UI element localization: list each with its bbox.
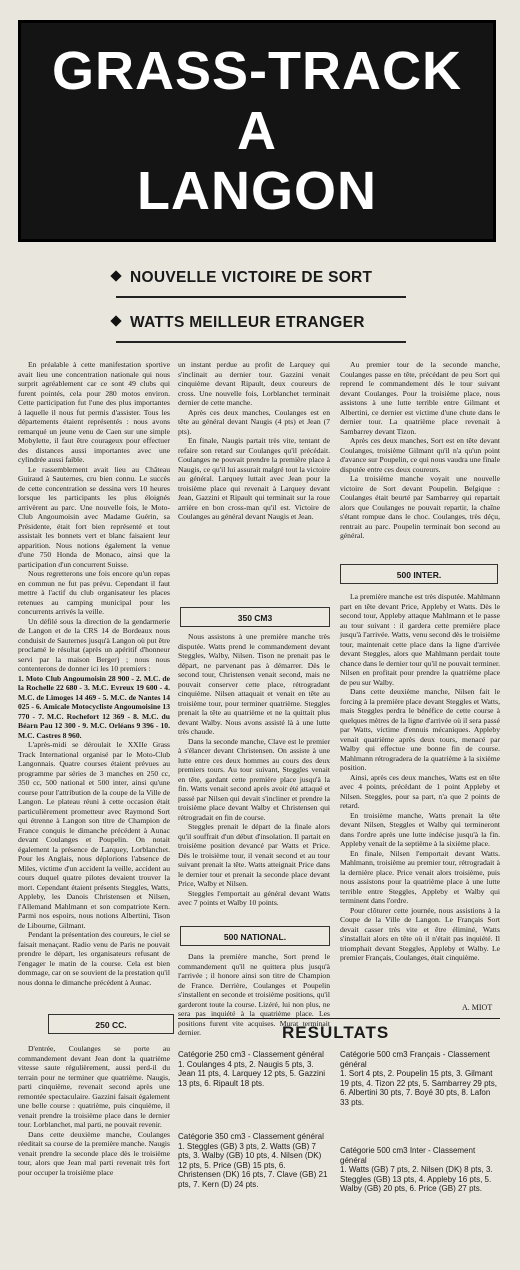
results-list: 1. Steggles (GB) 3 pts, 2. Watts (GB) 7 pts, 3. Walby (GB) 10 pts, 4. Nilsen (DK) 12 pts, 5. Price (GB) 15 pts, 6. Christensen (DK) 16 pts, 7. Clave (GB) 21 pts, 7. Kern (D) 24 pts. bbox=[178, 1141, 328, 1189]
paragraph: Nous regretterons une fois encore qu'un repas en commun ne fut pas prévu. Cependant il faut mettre à l'actif du club organisateur les places retenues au camping municipal pour les concurrents arrivés la veille. bbox=[18, 569, 170, 616]
paragraph: Pour clôturer cette journée, nous assistions à la Coupe de la Ville de Langon. Le Français Sort devait casser très vite et être éliminé, Watts s'installait alors en tête où il n'était pas inquiété. Il triomphait devant Steggles, Appleby et Walby. Le premier Français, Coulanges, était cinquième. bbox=[340, 905, 500, 962]
title-line-1: GRASS-TRACK bbox=[52, 41, 462, 101]
paragraph: L'après-midi se déroulait le XXIIe Grass Track International organisé par le Moto-Club Langonnais. Quatre courses étaient prévues au programme par séries de 3 manches en 250 cc, 350 cc, 500 national et 500 inter, ainsi qu'une course pour l'attribution de la coupe de la Ville de Langon. Le plateau réuni à cette occasion était particulièrement prometteur avec Raymond Sort qui étrenne à Langon son titre de Champion de France conquis le dimanche précédent à Aunac devant Coulanges et Poupelin. On notait également la présence de Larquey, Lorblanchet. Pour les Anglais, nous déplorions l'absence de Miles, victime d'un accident la veille, accident au cours duquel quatre pilotes devaient trouver la mort. Cependant étaient présents Steggles, Watts, Appleby, les Danois Christensen et Nilsen, l'Allemand Mahlmann et son compatriote Kern. Parmi nos espoirs, nous notions Albertini, Tison de Libourne, Gilmant. bbox=[18, 740, 170, 930]
paragraph: Un défilé sous la direction de la gendarmerie de Langon et de la CRS 14 de Bordeaux nous conduisit de Sauternes jusqu'à Langon où put être proclamé le résultat (après un apéritif d'honneur servi par la maison Berger) ; nous nous contenterons de donner ici les 10 premiers : bbox=[18, 616, 170, 673]
paragraph: Dans la première manche, Sort prend le commandement qu'il ne quittera plus jusqu'à l'arrivée ; il honore ainsi son titre de Champion de France. Derrière, Coulanges et Poupelin s'installent en seconde et troisième positions, qu'il garderont toute la course. Lizéré, lui non plus, ne sera pas inquiété à la quatrième place. Les positions furent vite acquises. Murat terminait dernier. bbox=[178, 952, 330, 1037]
paragraph: Après ces deux manches, Coulanges est en tête au général devant Naugis (4 pts) et Jean (7 pts). bbox=[178, 407, 330, 436]
club-ranking: 1. Moto Club Angoumoisin 28 900 - 2. M.C. de la Rochelle 22 680 - 3. M.C. Evreux 19 600 - 4. M.C. de Limoges 14 469 - 5. M.C. de Nantes 14 025 - 6. Amicale Motocycliste Angoumoisine 13 770 - 7. M.C. Rochefort 12 369 - 8. M.C. du Béarn Pau 12 300 - 9. M.C. Orléans 9 396 - 10. M.C. Castres 8 960. bbox=[18, 673, 170, 740]
paragraph: En troisième manche, Watts prenait la tête devant Nilsen, Steggles et Walby qui termineront dans l'ordre après une lutte indécise jusqu'à la fin. Appleby venait de la septième à la sixième place. bbox=[340, 810, 500, 848]
title-line-3: LANGON bbox=[137, 161, 377, 221]
article-column-1-bottom bbox=[18, 1044, 170, 1264]
diamond-bullet-icon bbox=[110, 315, 121, 326]
section-label-500-inter: 500 INTER. bbox=[340, 564, 498, 584]
paragraph: Steggles prenait le départ de la finale alors qu'il souffrait d'un début d'insolation. Il partait en troisième position devancé par Watts et Price. Dès le troisième tour, il venait second et au tour suivant prenait la tête. Watts atteignait Price dans le dernier tour et prenait la seconde place devant Price, Walby et Nilsen. bbox=[178, 822, 330, 888]
section-label-250cc: 250 CC. bbox=[48, 1014, 174, 1034]
paragraph: Pendant la présentation des coureurs, le ciel se faisait menaçant. Radio venu de Paris ne pouvait prendre le départ, les organisateurs refusant de l'engager le matin de la course. Cela est bien dommage, car on se souvient de la prestation qu'il nous donna le dimanche précédent à Aunac. bbox=[18, 930, 170, 987]
subtitle-1 bbox=[112, 269, 372, 287]
diamond-bullet-icon bbox=[110, 270, 121, 281]
paragraph: Dans la seconde manche, Clave est le premier à s'élancer devant Christensen. On assiste à une lutte entre ces deux hommes au cours des deux premiers tours. Au tour suivant, Steggles venait en tête, gardant cette première place jusqu'à la fin. Watts venait second après avoir été attaqué et passé par Nilsen qui devait s'incliner et prendre la troisième place devant Walby et Christensen qui rétrogradait en fin de course. bbox=[178, 736, 330, 822]
article-column-2-mid bbox=[178, 632, 330, 922]
section-label-500-national: 500 NATIONAL. bbox=[180, 926, 330, 946]
divider bbox=[178, 1018, 500, 1019]
divider bbox=[116, 296, 406, 298]
paragraph: En finale, Naugis partait très vite, tentant de refaire son retard sur Coulanges qu'il précédait. Coulanges ne pouvait prendre la première place à Naugis, ce qu'il lui assurait malgré tout la victoire au général. Larquey luttait avec Jean pour la troisième place qui revenait à Larquey devant Jean, Gazzini et Ripault qui terminait sur la roue arrière en bon cross-man qu'il est. Victoire de Coulanges au général devant Naugis et Jean. bbox=[178, 436, 330, 521]
author-signature: A. MIOT bbox=[462, 1003, 493, 1012]
paragraph: Steggles l'emportait au général devant Watts avec 7 points et Walby 10 points. bbox=[178, 888, 330, 907]
article-column-3-bottom bbox=[340, 592, 500, 1000]
results-250 bbox=[178, 1050, 330, 1088]
results-350 bbox=[178, 1132, 330, 1189]
section-label-350cc: 350 CM3 bbox=[180, 607, 330, 627]
article-column-1 bbox=[18, 360, 170, 1008]
subtitle-1-text: NOUVELLE VICTOIRE DE SORT bbox=[130, 269, 373, 286]
results-list: 1. Coulanges 4 pts, 2. Naugis 5 pts, 3. Jean 11 pts, 4. Larquey 12 pts, 5. Gazzini 13 pts, 6. Ripault 18 pts. bbox=[178, 1059, 326, 1088]
paragraph: Le rassemblement avait lieu au Château Guiraud à Sauternes, cru bien connu. Le succès de cette concentration se dessina vers 10 heures lorsque les participants les plus éloignés arrivèrent au parc. Une nouvelle fois, le Moto-Club Angoumoisin avec Madame Guérin, sa Présidente, était fort bien représenté et tout assistait les bonnets vert et blanc faisaient leur apparition. Nous notions également la venue d'une 750 Honda de Monaco, ainsi que la participation d'un concurrent Suisse. bbox=[18, 464, 170, 569]
results-list: 1. Watts (GB) 7 pts, 2. Nilsen (DK) 8 pts, 3. Steggles (GB) 13 pts, 4. Appleby 16 pts, 5. Walby (GB) 20 pts, 6. Price (GB) 27 pts. bbox=[340, 1165, 493, 1193]
article-column-2-bottom bbox=[178, 952, 330, 1037]
title-line-2: A bbox=[237, 101, 277, 161]
paragraph: La première manche est très disputée. Mahlmann part en tête devant Price, Appleby et Watts. Dès le second tour, Appleby attaque Mahlmann et le passe au tour suivant : il gardera cette première place jusqu'à l'arrivée. Watts, venu second dès le troisième tour, maintenait cette place dans la ligne d'arrivée devant Steggles, alors que Mahlmann perdait toute chance dans le dernier tour qu'il ne pouvait terminer. Nilsen en profitait pour prendre la quatrième place de peu sur Walby. bbox=[340, 592, 500, 687]
subtitle-2-text: WATTS MEILLEUR ETRANGER bbox=[130, 314, 365, 331]
title-banner bbox=[18, 20, 496, 242]
paragraph: Après ces deux manches, Sort est en tête devant Coulanges, troisième Gilmant qu'il n'a qu'un point d'avance sur Poupelin, ce qui nous vaudra une finale disputée entre ces deux coureurs. bbox=[340, 436, 500, 474]
paragraph: En préalable à cette manifestation sportive avait lieu une concentration nationale qui nous surprit agréablement car ce sont 49 clubs qui furent pointés, cela pour 280 motos environ. Cette participation fut l'une des plus importantes à laquelle il nous fut permis d'assister. Tous les départements étaient représentés : nous avons remarqué un jeune venu de Caen sur une simple Mobylette, il faut être courageux pour effectuer des distances aussi importantes avec une cylindrée aussi faible. bbox=[18, 360, 170, 464]
paragraph: Ainsi, après ces deux manches, Watts est en tête avec 4 points, précédant de 1 point Appleby et Nilsen. Steggles, pour sa part, n'a que 2 points de retard. bbox=[340, 772, 500, 810]
paragraph: Dans cette deuxième manche, Nilsen fait le forcing à la première place devant Steggles et Watts, mais Steggles perdra le bénéfice de cette course à quelques mètres de la ligne d'arrivée où il sera passé par Watts, victime d'ennuis mécaniques. Appleby venait quatrième après deux tours, menacé par Walby qui effectue une bonne fin de course. Mahlmann rétrogradera de la quatrième à la sixième position. bbox=[340, 687, 500, 772]
subtitle-2 bbox=[112, 314, 365, 332]
results-500-inter bbox=[340, 1146, 500, 1194]
results-heading: Catégorie 250 cm3 - Classement général bbox=[178, 1050, 324, 1059]
paragraph: La troisième manche voyait une nouvelle victoire de Sort devant Poupelin. Belgique : Coulanges était beurté par Sambarrey qui repartait alors que Coulanges ne pouvait repartir, la chaîne s'étant rompue dans le choc. Coulanges, très déçu, rentrait au parc. Poupelin terminait bon second au général. bbox=[340, 474, 500, 540]
results-title: RESULTATS bbox=[282, 1023, 390, 1042]
results-500-francais bbox=[340, 1050, 500, 1107]
divider bbox=[116, 341, 406, 343]
paragraph: Nous assistons à une première manche très disputée. Watts prend le commandement devant Steggles, Walby, Nilsen. Tison ne prenait pas le départ, ne parvenant pas à démarrer. Dès le second tour, Christensen venait second, mais ne pouvait conserver cette place, rétrogradant cinquième. Nilsen attaquait et venait en tête au troisième tour, pour terminer quatrième. Steggles prenait la tête au quatrième et ne la quittait plus devant Walby. Nous avons assisté là à une lutte très chaude. bbox=[178, 632, 330, 736]
paragraph: En finale, Nilsen l'emportait devant Watts. Mahlmann, troisième au premier tour, rétrogradait à la dernière place. Price venait alors troisième, puis nous assistons pour la quatrième place à une lutte terrible entre Steggles, Appleby et Walby qui terminent dans l'ordre. bbox=[340, 848, 500, 905]
results-heading: Catégorie 500 cm3 Inter - Classement général bbox=[340, 1146, 476, 1165]
paragraph: un instant perdue au profit de Larquey qui s'inclinait au dernier tour. Gazzini venait cinquième devant Ripault, deux coureurs de cross. Une nouvelle fois, Lorblanchet terminait dernier de cette manche. bbox=[178, 360, 330, 407]
paragraph: Au premier tour de la seconde manche, Coulanges passe en tête, précédant de peu Sort qui reprend le commandement dès le tour suivant devant Coulanges. Pour la troisième place, nous assistons à une lutte terrible entre Gilmant et Albertini, ce dernier est victime d'une chute dans le dernier tour. La quatrième place revenait à Sambarrey devant Tizon. bbox=[340, 360, 500, 436]
results-heading: Catégorie 350 cm3 - Classement général bbox=[178, 1132, 324, 1141]
paragraph: Dans cette deuxième manche, Coulanges réeditait sa course de la première manche. Naugis venait prendre la seconde place dès le troisième tour, alors que Jean mal parti revenait très fort pour occuper la troisième place bbox=[18, 1129, 170, 1177]
paragraph: D'entrée, Coulanges se porte au commandement devant Jean dont la quatrième vitesse saute régulièrement, aussi perd-il du terrain pour ne terminer que quatrième. Naugis, parti cinquième, revenait second après une remontée spectaculaire. Gazzini faisait également une belle course : quatrième, puis cinquième, il venait prendre la troisième place dans le dernier tour. Lorblanchet, mal parti, ne pouvait revenir. bbox=[18, 1044, 170, 1129]
results-list: 1. Sort 4 pts, 2. Poupelin 15 pts, 3. Gilmant 19 pts, 4. Tizon 22 pts, 5. Sambarrey 29 pts, 6. Albertini 30 pts, 7. Boyé 30 pts, 8. Lafon 33 pts. bbox=[340, 1069, 497, 1107]
results-heading: Catégorie 500 cm3 Français - Classement général bbox=[340, 1050, 490, 1069]
article-column-2 bbox=[178, 360, 330, 605]
article-column-3 bbox=[340, 360, 500, 560]
